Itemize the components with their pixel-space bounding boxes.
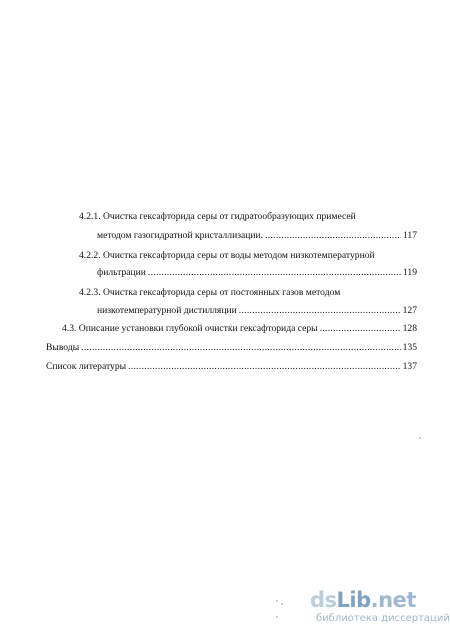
scan-speck xyxy=(281,603,283,605)
dslib-subtitle: библиотека диссертаций xyxy=(316,613,450,624)
scan-speck xyxy=(276,616,278,618)
toc-entry-references-title: Список литературы xyxy=(46,361,127,372)
toc-entry-4-2-3-title: 4.2.3. Очистка гексафторида серы от постоянных газов методом xyxy=(79,287,341,298)
toc-entry-conclusions-title: Выводы xyxy=(46,342,80,353)
toc-entry-4-2-2-continuation: фильтрации xyxy=(97,267,146,278)
toc-page-number: 119 xyxy=(402,267,417,278)
toc-entry-4-2-3-continuation: низкотемпературной дистилляции xyxy=(97,305,237,316)
toc-page-number: 135 xyxy=(402,342,417,353)
toc-page-number: 137 xyxy=(402,361,417,372)
toc-page-number: 117 xyxy=(402,230,417,241)
toc-entry-4-2-2[interactable] xyxy=(97,267,417,279)
toc-entry-4-2-1-title: 4.2.1. Очистка гексафторида серы от гидратообразующих примесей xyxy=(79,211,356,222)
toc-entry-references[interactable] xyxy=(46,361,417,373)
leader-dots xyxy=(128,361,401,373)
toc-entry-conclusions[interactable] xyxy=(46,342,417,354)
toc-entry-4-2-1[interactable] xyxy=(97,230,417,242)
toc-entry-4-3-title: 4.3. Описание установки глубокой очистки гексафторида серы xyxy=(62,323,318,334)
toc-entry-4-2-1-continuation: методом газогидратной кристаллизации. xyxy=(97,230,264,241)
dslib-logo-ds: ds xyxy=(310,588,337,612)
leader-dots xyxy=(265,230,401,242)
toc-page-number: 128 xyxy=(402,323,417,334)
toc-entry-4-2-2-title: 4.2.2. Очистка гексафторида серы от воды методом низкотемпературной xyxy=(79,250,375,261)
dslib-logo xyxy=(310,589,416,611)
leader-dots xyxy=(81,342,400,354)
leader-dots xyxy=(320,323,401,335)
toc-entry-4-2-3[interactable] xyxy=(97,305,417,317)
scan-speck xyxy=(419,437,421,439)
scan-speck xyxy=(276,600,278,602)
toc-entry-4-3[interactable] xyxy=(62,323,417,335)
dslib-logo-net: .net xyxy=(370,588,416,612)
leader-dots xyxy=(148,267,401,279)
leader-dots xyxy=(239,305,401,317)
toc-page-number: 127 xyxy=(402,305,417,316)
dslib-logo-lib: Lib xyxy=(336,588,371,612)
